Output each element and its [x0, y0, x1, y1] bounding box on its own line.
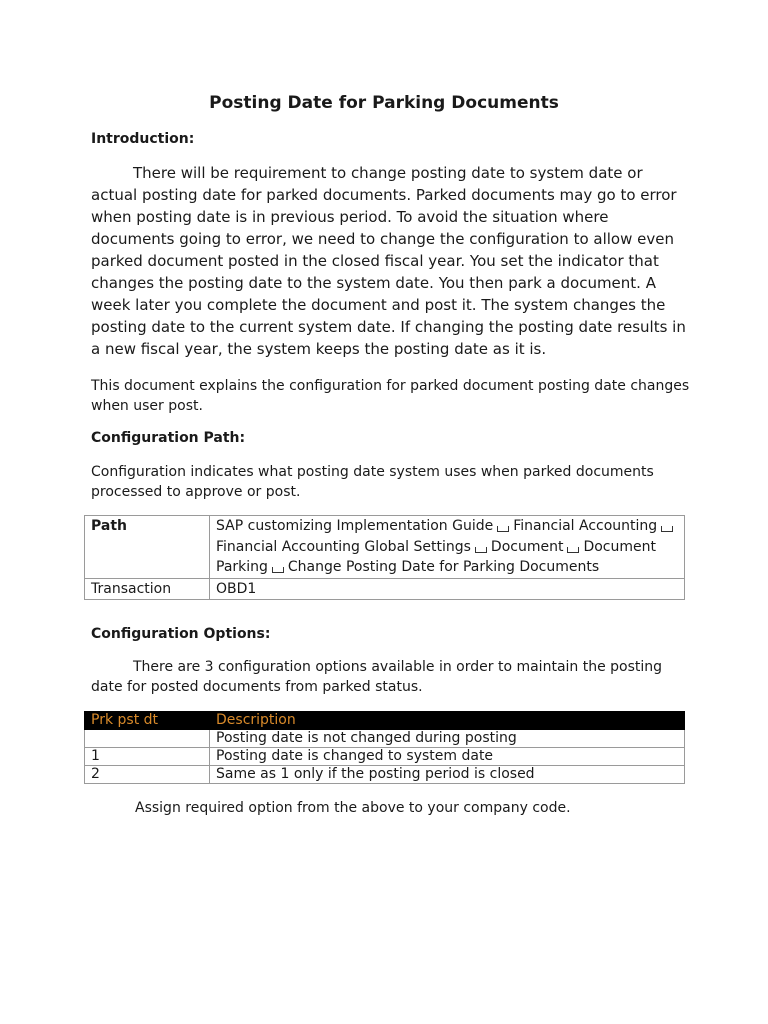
config-options-table [84, 711, 685, 784]
path-step: Financial Accounting Global Settings [216, 538, 471, 555]
path-step: Document Parking [216, 538, 656, 575]
option-description: Posting date is not changed during posting [210, 730, 685, 748]
option-code: 2 [85, 766, 210, 784]
path-step: Change Posting Date for Parking Documents [287, 559, 600, 575]
path-row [85, 516, 685, 579]
closing-note: Assign required option from the above to your company code. [135, 800, 571, 816]
transaction-label: Transaction [85, 578, 210, 600]
config-options-heading: Configuration Options: [91, 626, 271, 642]
table-row [85, 748, 685, 766]
transaction-value: OBD1 [210, 578, 685, 600]
separator-icon [497, 526, 509, 532]
column-header: Description [210, 712, 685, 730]
config-path-table [84, 515, 685, 600]
introduction-heading: Introduction: [91, 131, 195, 147]
page-title: Posting Date for Parking Documents [209, 93, 559, 113]
path-label: Path [85, 516, 210, 579]
table-row [85, 766, 685, 784]
path-step: Document [490, 538, 564, 555]
path-step: Financial Accounting [513, 518, 658, 534]
explain-paragraph: This document explains the configuration for parked document posting date changes when user post. [91, 378, 690, 414]
config-options-paragraph: There are 3 configuration options available in order to maintain the posting date for posted documents from parked status. [91, 659, 663, 695]
option-code: 1 [85, 748, 210, 766]
separator-icon [661, 526, 673, 532]
config-path-heading: Configuration Path: [91, 430, 246, 446]
table-row [85, 730, 685, 748]
option-description: Same as 1 only if the posting period is closed [210, 766, 685, 784]
introduction-paragraph: There will be requirement to change posting date to system date or actual posting date for parked documents. Parked documents may go to error when posting date is in previous period. To avoid the situation where documents going to error, we need to change the configuration to allow even parked document posted in the closed fiscal year. You set the indicator that changes the posting date to the system date. You then park a document. A week later you complete the document and post it. The system changes the posting date to the current system date. If changing the posting date results in a new fiscal year, the system keeps the posting date as it is. [91, 164, 686, 358]
path-value [210, 516, 685, 579]
transaction-row [85, 578, 685, 600]
config-path-paragraph: Configuration indicates what posting date system uses when parked documents processed to approve or post. [91, 464, 654, 500]
separator-icon [567, 547, 579, 553]
separator-icon [475, 547, 487, 553]
column-header: Prk pst dt [85, 712, 210, 730]
separator-icon [272, 567, 284, 573]
path-step: SAP customizing Implementation Guide [216, 518, 494, 534]
option-code [85, 730, 210, 748]
table-header-row [85, 712, 685, 730]
option-description: Posting date is changed to system date [210, 748, 685, 766]
